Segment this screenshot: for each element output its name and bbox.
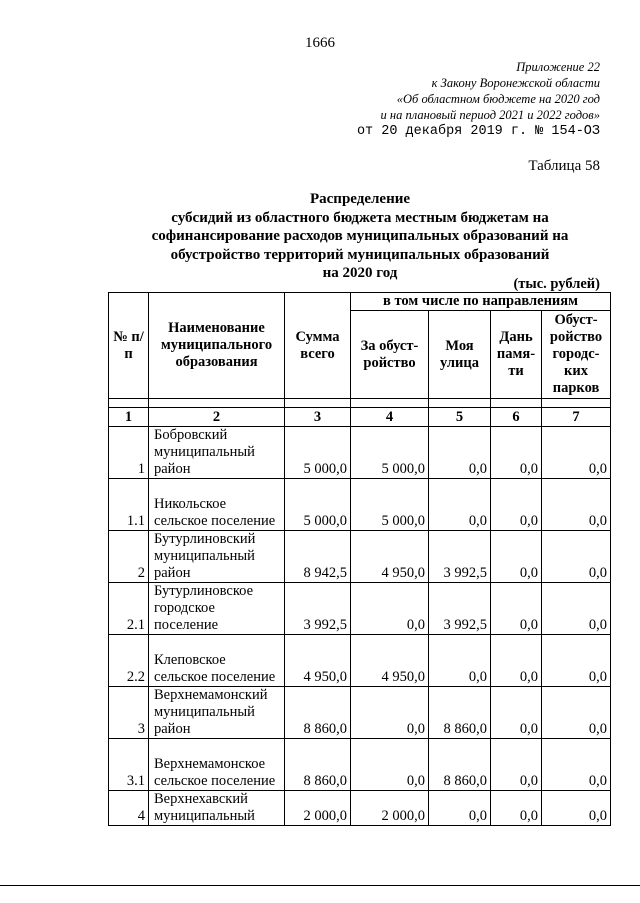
improvement-amount: 5 000,0 (351, 427, 429, 479)
annex-line: Приложение 22 (516, 60, 600, 74)
parks-amount: 0,0 (542, 531, 611, 583)
improvement-amount: 0,0 (351, 583, 429, 635)
parks-amount: 0,0 (542, 739, 611, 791)
improvement-amount: 4 950,0 (351, 635, 429, 687)
row-number: 3 (109, 687, 149, 739)
municipality-name: Верхнемамонский муниципальный район (149, 687, 285, 739)
total-amount: 8 860,0 (285, 687, 351, 739)
table-row (109, 427, 611, 479)
row-number: 1.1 (109, 479, 149, 531)
table-row (109, 479, 611, 531)
title-line: субсидий из областного бюджета местным бюджетам на (171, 209, 549, 226)
column-number: 3 (285, 408, 351, 427)
improvement-amount: 4 950,0 (351, 531, 429, 583)
municipality-name: Бутурлиновское городское поселение (149, 583, 285, 635)
table-row (109, 739, 611, 791)
header-dir-memory: Дань памя-ти (491, 311, 542, 399)
my-street-amount: 0,0 (429, 479, 491, 531)
law-date: от 20 декабря 2019 г. № 154-ОЗ (356, 124, 600, 139)
total-amount: 2 000,0 (285, 791, 351, 826)
annex-block (357, 59, 600, 141)
title-line: Распределение (309, 191, 411, 207)
my-street-amount: 0,0 (429, 427, 491, 479)
title-line: софинансирование расходов муниципальных образований на (151, 228, 569, 244)
memory-amount: 0,0 (491, 479, 542, 531)
column-number: 7 (542, 408, 611, 427)
row-number: 3.1 (109, 739, 149, 791)
row-number: 2 (109, 531, 149, 583)
total-amount: 3 992,5 (285, 583, 351, 635)
document-title (110, 190, 610, 283)
table-row (109, 531, 611, 583)
header-dir-improvement: За обуст-ройство (351, 311, 429, 399)
municipality-name: Никольское сельское поселение (149, 479, 285, 531)
my-street-amount: 3 992,5 (429, 583, 491, 635)
column-number-row (109, 408, 611, 427)
improvement-amount: 0,0 (351, 687, 429, 739)
annex-line: и на плановый период 2021 и 2022 годов» (380, 108, 600, 122)
parks-amount: 0,0 (542, 635, 611, 687)
total-amount: 5 000,0 (285, 479, 351, 531)
memory-amount: 0,0 (491, 583, 542, 635)
column-number: 1 (109, 408, 149, 427)
row-number: 2.1 (109, 583, 149, 635)
title-line: обустройство территорий муниципальных образований (170, 246, 550, 263)
my-street-amount: 3 992,5 (429, 531, 491, 583)
title-line: на 2020 год (322, 265, 398, 281)
parks-amount: 0,0 (542, 427, 611, 479)
table-row (109, 635, 611, 687)
memory-amount: 0,0 (491, 531, 542, 583)
improvement-amount: 0,0 (351, 739, 429, 791)
total-amount: 4 950,0 (285, 635, 351, 687)
column-number: 5 (429, 408, 491, 427)
memory-amount: 0,0 (491, 791, 542, 826)
municipality-name: Бобровский муниципальный район (149, 427, 285, 479)
my-street-amount: 8 860,0 (429, 687, 491, 739)
memory-amount: 0,0 (491, 427, 542, 479)
parks-amount: 0,0 (542, 479, 611, 531)
page-bottom-rule (0, 885, 640, 886)
municipality-name: Верхнехавский муниципальный (149, 791, 285, 826)
header-dir-my-street: Моя улица (429, 311, 491, 399)
header-no: № п/п (109, 293, 149, 399)
header-directions: в том числе по направлениям (351, 293, 611, 311)
row-number: 1 (109, 427, 149, 479)
parks-amount: 0,0 (542, 583, 611, 635)
table-row (109, 791, 611, 826)
table-row (109, 583, 611, 635)
header-spacer (109, 399, 611, 408)
my-street-amount: 8 860,0 (429, 739, 491, 791)
column-number: 6 (491, 408, 542, 427)
parks-amount: 0,0 (542, 791, 611, 826)
municipality-name: Клеповское сельское поселение (149, 635, 285, 687)
my-street-amount: 0,0 (429, 635, 491, 687)
table-row (109, 687, 611, 739)
column-number: 4 (351, 408, 429, 427)
memory-amount: 0,0 (491, 687, 542, 739)
total-amount: 8 942,5 (285, 531, 351, 583)
annex-line: к Закону Воронежской области (431, 76, 600, 90)
annex-line: «Об областном бюджете на 2020 год (396, 92, 600, 106)
subsidy-table (108, 292, 611, 826)
row-number: 4 (109, 791, 149, 826)
row-number: 2.2 (109, 635, 149, 687)
my-street-amount: 0,0 (429, 791, 491, 826)
total-amount: 8 860,0 (285, 739, 351, 791)
total-amount: 5 000,0 (285, 427, 351, 479)
page-number: 1666 (305, 35, 335, 51)
unit-label: (тыс. рублей) (513, 276, 600, 292)
memory-amount: 0,0 (491, 739, 542, 791)
municipality-name: Верхнемамонское сельское поселение (149, 739, 285, 791)
table-number: Таблица 58 (528, 158, 600, 174)
parks-amount: 0,0 (542, 687, 611, 739)
column-number: 2 (149, 408, 285, 427)
improvement-amount: 2 000,0 (351, 791, 429, 826)
memory-amount: 0,0 (491, 635, 542, 687)
header-total: Сумма всего (285, 293, 351, 399)
improvement-amount: 5 000,0 (351, 479, 429, 531)
header-name: Наименование муниципального образования (149, 293, 285, 399)
municipality-name: Бутурлиновский муниципальный район (149, 531, 285, 583)
header-dir-parks: Обуст-ройство городс-ких парков (542, 311, 611, 399)
